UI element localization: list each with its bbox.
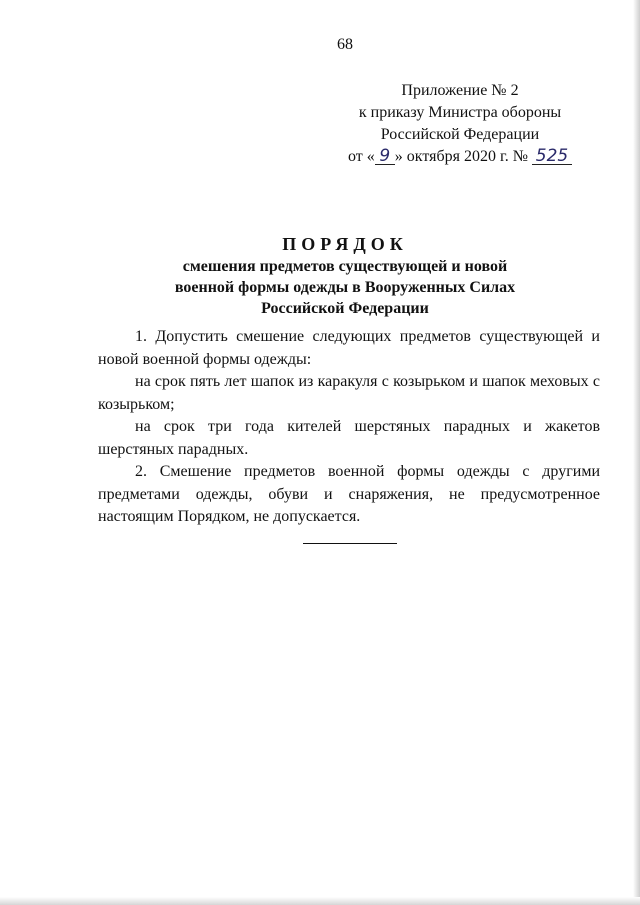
date-prefix: от « bbox=[347, 148, 375, 165]
closing-rule bbox=[303, 543, 397, 544]
page-number: 68 bbox=[337, 36, 353, 53]
annex-title: Приложение № 2 bbox=[401, 82, 519, 99]
annex-order-ref: к приказу Министра обороны bbox=[358, 104, 562, 121]
paragraph-tunics: на срок три года кителей шерстяных парадных и жакетов шерстяных парадных. bbox=[98, 418, 600, 458]
annex-header bbox=[330, 80, 590, 168]
page-shadow-right bbox=[633, 0, 640, 905]
handwritten-day: 9 bbox=[375, 148, 395, 165]
paragraph-item-2: 2. Смешение предметов военной формы одежды с другими предметами одежды, обуви и снаряжения, не предусмотренное настоящим Порядком, не допускается. bbox=[98, 463, 600, 525]
subtitle-line: Российской Федерации bbox=[261, 300, 429, 317]
paragraph-item-1: 1. Допустить смешение следующих предметов существующей и новой военной формы одежды: bbox=[98, 328, 600, 368]
date-middle: » октября 2020 г. № bbox=[394, 148, 528, 165]
annex-date-line bbox=[330, 146, 590, 168]
annex-country: Российской Федерации bbox=[380, 126, 540, 143]
page-shadow-bottom bbox=[0, 897, 640, 905]
subtitle-line: смешения предметов существующей и новой bbox=[182, 258, 508, 275]
document-title: ПОРЯДОК bbox=[282, 234, 408, 254]
document-body bbox=[98, 326, 600, 529]
document-subtitle bbox=[150, 256, 540, 319]
subtitle-line: военной формы одежды в Вооруженных Силах bbox=[174, 279, 516, 296]
paragraph-fur-hats: на срок пять лет шапок из каракуля с козырьком и шапок меховых с козырьком; bbox=[98, 373, 600, 413]
handwritten-order-number: 525 bbox=[532, 148, 572, 165]
